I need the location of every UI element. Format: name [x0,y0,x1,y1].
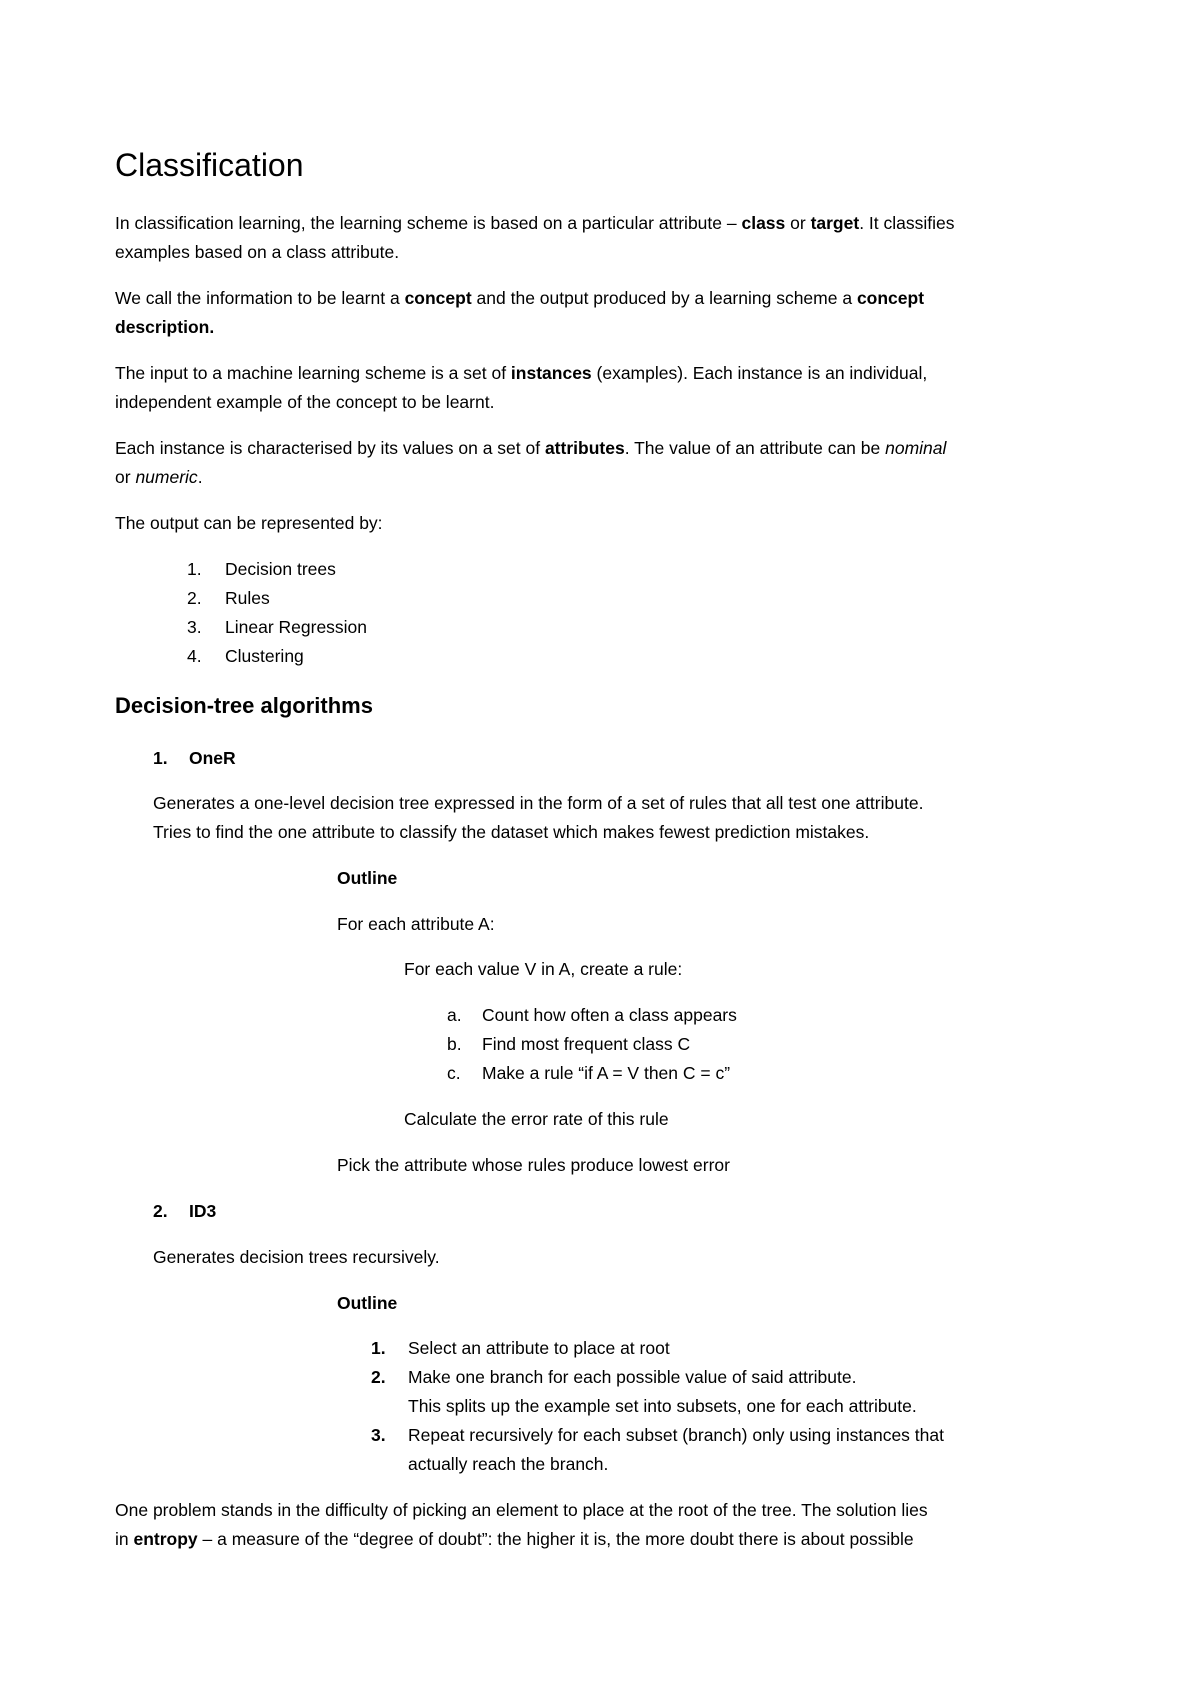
outline-step [447,1004,737,1026]
paragraph-classification-intro [115,212,955,234]
list-number: 1. [371,1338,386,1358]
list-number: 4. [187,646,202,666]
outline-step [371,1337,670,1359]
paragraph-attributes [115,437,946,459]
step-text: Make a rule “if A = V then C = c” [482,1063,731,1083]
outline-step [447,1062,730,1084]
bold-term-description: description. [115,317,215,337]
list-number: 2. [187,588,202,608]
list-letter: a. [447,1005,462,1025]
italic-term-nominal: nominal [885,438,947,458]
paragraph-line: Tries to find the one attribute to classify the dataset which makes fewest prediction mistakes. [153,822,870,842]
text-run: The input to a machine learning scheme is a set of [115,363,511,383]
paragraph-line: independent example of the concept to be learnt. [115,392,495,412]
list-number: 1. [153,748,168,768]
bold-term-concept: concept [856,288,925,308]
text-run: or [785,213,811,233]
step-text: Count how often a class appears [482,1005,737,1025]
bold-term-class: class [741,213,786,233]
list-letter: c. [447,1063,461,1083]
italic-term-numeric: numeric [135,467,198,487]
algorithm-heading-oner [153,747,236,769]
paragraph-line: Generates a one-level decision tree expressed in the form of a set of rules that all test one attribute. [153,793,924,813]
text-run: and the output produced by a learning scheme a [471,288,857,308]
bold-term-entropy: entropy [133,1529,198,1549]
algorithm-heading-id3 [153,1200,216,1222]
list-item-text: Linear Regression [225,617,368,637]
outline-label: Outline [337,1293,398,1313]
list-number: 3. [371,1425,386,1445]
paragraph-line [115,1528,914,1550]
text-run: . It classifies [859,213,955,233]
bold-term-instances: instances [510,363,592,383]
list-item [187,645,304,667]
outline-line: For each value V in A, create a rule: [404,959,683,979]
algorithm-title: OneR [189,748,236,768]
section-heading: Decision-tree algorithms [115,693,373,718]
step-text: Make one branch for each possible value of said attribute. [408,1367,857,1387]
paragraph-line [115,466,203,488]
text-run: or [115,467,136,487]
outline-step [371,1366,856,1388]
step-text: Repeat recursively for each subset (branch) only using instances that [408,1425,944,1445]
paragraph-line: examples based on a class attribute. [115,242,400,262]
bold-term-target: target [810,213,860,233]
list-number: 2. [153,1201,168,1221]
text-run: . The value of an attribute can be [624,438,886,458]
list-letter: b. [447,1034,462,1054]
text-run: (examples). Each instance is an individual, [591,363,928,383]
text-run: in [115,1529,134,1549]
outline-line: Pick the attribute whose rules produce lowest error [337,1155,730,1175]
list-item [187,587,270,609]
text-run: We call the information to be learnt a [115,288,405,308]
algorithm-title: ID3 [189,1201,217,1221]
paragraph-instances [115,362,927,384]
paragraph-concept [115,287,924,309]
text-run: In classification learning, the learning scheme is based on a particular attribute – [115,213,742,233]
step-text: Select an attribute to place at root [408,1338,670,1358]
list-item [187,558,336,580]
bold-term-concept: concept [404,288,472,308]
outline-line: Calculate the error rate of this rule [404,1109,669,1129]
step-text: Find most frequent class C [482,1034,691,1054]
list-item-text: Decision trees [225,559,336,579]
page-title: Classification [115,147,304,183]
list-item [187,616,367,638]
text-run: Each instance is characterised by its values on a set of [115,438,545,458]
paragraph-line: One problem stands in the difficulty of picking an element to place at the root of the tree. The solution lies [115,1500,928,1520]
text-run: . [197,467,203,487]
list-number: 3. [187,617,202,637]
bold-term-attributes: attributes [544,438,625,458]
list-number: 2. [371,1367,386,1387]
list-item-text: Rules [225,588,270,608]
step-continuation: actually reach the branch. [408,1454,609,1474]
paragraph-line: Generates decision trees recursively. [153,1247,440,1267]
text-run: – a measure of the “degree of doubt”: the higher it is, the more doubt there is about possible [197,1529,914,1549]
list-number: 1. [187,559,202,579]
outline-line: For each attribute A: [337,914,495,934]
paragraph-output: The output can be represented by: [115,513,383,533]
outline-step [371,1424,944,1446]
outline-step [447,1033,690,1055]
outline-label: Outline [337,868,398,888]
step-continuation: This splits up the example set into subsets, one for each attribute. [408,1396,917,1416]
list-item-text: Clustering [225,646,304,666]
